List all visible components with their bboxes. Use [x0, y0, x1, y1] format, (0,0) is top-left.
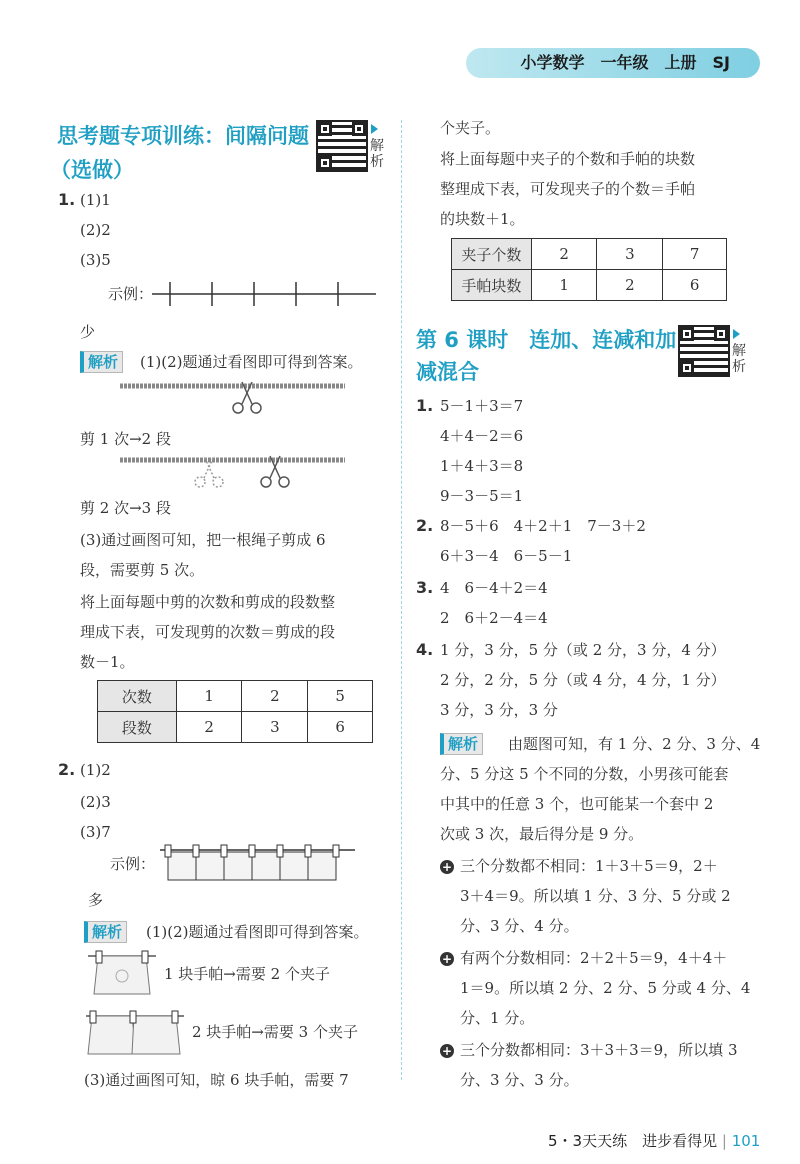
rope-cut-diagram: [150, 278, 380, 310]
qr-code-icon[interactable]: [316, 120, 368, 172]
table-cell: 5: [308, 681, 373, 712]
plus-bullet-icon: +: [441, 1044, 453, 1058]
subject-banner: 小学数学 一年级 上册 SJ: [466, 48, 760, 78]
page-number: 101: [731, 1132, 761, 1150]
answer-line: 2 分，2 分，5 分（或 4 分，4 分，1 分）: [440, 671, 726, 689]
analysis-text: (1)(2)题通过看图即可得到答案。: [140, 353, 363, 371]
case-line: 分、1 分。: [460, 1009, 535, 1027]
table-row: [452, 270, 727, 301]
section-title: 思考题专项训练：间隔问题: [57, 124, 309, 148]
section-title-optional: （选做）: [50, 158, 134, 182]
analysis-text: (1)(2)题通过看图即可得到答案。: [146, 923, 369, 941]
table-cell: 2: [176, 712, 242, 743]
table-header-cell: 夹子个数: [452, 239, 532, 270]
answer-line: (2)3: [80, 793, 111, 811]
table-cell: 3: [242, 712, 308, 743]
play-arrow-icon: [371, 124, 378, 134]
equation-line: 5－1＋3＝7: [440, 397, 524, 415]
equation-line: 4＋4－2＝6: [440, 427, 524, 445]
lesson-title-cont: 减混合: [416, 360, 479, 384]
cut-count-table: [97, 680, 373, 743]
paragraph-line: 数－1。: [80, 653, 135, 671]
question-number: 2.: [416, 516, 434, 535]
table-cell: 1: [176, 681, 242, 712]
table-row: [98, 681, 373, 712]
case-line: 1＝9。所以填 2 分、2 分、5 分或 4 分、4: [460, 979, 751, 997]
scissors-rope-illustration-2: [120, 452, 350, 492]
paragraph-line: 理成下表，可发现剪的次数＝剪成的段: [80, 623, 336, 641]
equation-line: 2 6＋2－4＝4: [440, 609, 548, 627]
table-header-cell: 次数: [98, 681, 177, 712]
paragraph-line: 将上面每题中夹子的个数和手帕的块数: [440, 150, 696, 168]
answer-line: 3 分，3 分，3 分: [440, 701, 558, 719]
table-cell: 6: [308, 712, 373, 743]
question-number: 1.: [58, 190, 76, 209]
play-arrow-icon: [733, 329, 740, 339]
qr-label: 解析: [370, 138, 384, 170]
case-line: + 有两个分数相同：2＋2＋5＝9，4＋4＋: [441, 949, 728, 967]
table-row: [98, 712, 373, 743]
analysis-line: 中其中的任意 3 个，也可能某一个套中 2: [440, 795, 714, 813]
table-cell: 2: [597, 270, 663, 301]
answer-word: 多: [88, 891, 104, 909]
equation-line: 4 6－4＋2＝4: [440, 579, 548, 597]
paragraph-line: (3)通过画图可知，把一根绳子剪成 6: [80, 531, 326, 549]
answer-line: (3)5: [80, 251, 111, 269]
column-divider: [401, 120, 402, 1080]
table-row: [452, 239, 727, 270]
handkerchief-illustration: [88, 950, 158, 1000]
table-cell: 2: [242, 681, 308, 712]
table-cell: 7: [663, 239, 727, 270]
cut-result: 剪 1 次→2 段: [80, 430, 171, 448]
question-number: 3.: [416, 578, 434, 597]
table-cell: 2: [531, 239, 597, 270]
scissors-rope-illustration: [120, 378, 350, 418]
paragraph-line: 整理成下表，可发现夹子的个数＝手帕: [440, 180, 696, 198]
case-line: 分、3 分、3 分。: [460, 1071, 579, 1089]
table-cell: 1: [531, 270, 597, 301]
equation-line: 8－5＋6 4＋2＋1 7－3＋2: [440, 517, 646, 535]
answer-line: (1)1: [80, 191, 111, 209]
question-number: 1.: [416, 396, 434, 415]
case-line: + 三个分数都不相同：1＋3＋5＝9，2＋: [441, 857, 718, 875]
analysis-tag: 解析: [80, 351, 123, 373]
paragraph-line: 段，需要剪 5 次。: [80, 561, 205, 579]
table-header-cell: 段数: [98, 712, 177, 743]
paragraph-line: 将上面每题中剪的次数和剪成的段数整: [80, 593, 336, 611]
footer-brand: 5・3天天练 进步看得见: [548, 1132, 718, 1150]
case-line: 3＋4＝9。所以填 1 分、3 分、5 分或 2: [460, 887, 731, 905]
answer-word: 少: [80, 323, 96, 341]
paragraph-line: 的块数＋1。: [440, 210, 525, 228]
answer-line: (2)2: [80, 221, 111, 239]
question-number: 2.: [58, 760, 76, 779]
answer-line: (1)2: [80, 761, 111, 779]
paragraph-line: (3)通过画图可知，晾 6 块手帕，需要 7: [84, 1071, 349, 1089]
lesson-title: 第 6 课时 连加、连减和加: [416, 328, 677, 352]
analysis-line: 次或 3 次，最后得分是 9 分。: [440, 825, 644, 843]
case-line: 分、3 分、4 分。: [460, 917, 579, 935]
clothesline-diagram: [160, 842, 360, 884]
hanky-rule: 2 块手帕→需要 3 个夹子: [192, 1023, 358, 1041]
qr-code-icon[interactable]: [678, 325, 730, 377]
equation-line: 1＋4＋3＝8: [440, 457, 524, 475]
case-line: + 三个分数都相同：3＋3＋3＝9，所以填 3: [441, 1041, 738, 1059]
answer-line: 1 分，3 分，5 分（或 2 分，3 分，4 分）: [440, 641, 726, 659]
equation-line: 9－3－5＝1: [440, 487, 524, 505]
analysis-tag: 解析: [84, 921, 127, 943]
qr-label: 解析: [732, 343, 746, 375]
table-cell: 3: [597, 239, 663, 270]
example-label: 示例：: [110, 855, 156, 873]
footer: 5・3天天练 进步看得见 | 101: [548, 1132, 761, 1150]
cut-result: 剪 2 次→3 段: [80, 499, 171, 517]
analysis-tag: 解析: [440, 733, 483, 755]
paragraph-line: 个夹子。: [440, 119, 501, 137]
plus-bullet-icon: +: [441, 860, 453, 874]
table-header-cell: 手帕块数: [452, 270, 532, 301]
analysis-line: 分、5 分这 5 个不同的分数，小男孩可能套: [440, 765, 729, 783]
table-cell: 6: [663, 270, 727, 301]
two-handkerchiefs-illustration: [86, 1010, 186, 1060]
clip-count-table: [451, 238, 727, 301]
analysis-line: 由题图可知，有 1 分、2 分、3 分、4: [508, 735, 761, 753]
plus-bullet-icon: +: [441, 952, 453, 966]
answer-line: (3)7: [80, 823, 111, 841]
example-label: 示例：: [108, 285, 154, 303]
question-number: 4.: [416, 640, 434, 659]
hanky-rule: 1 块手帕→需要 2 个夹子: [164, 965, 330, 983]
equation-line: 6＋3－4 6－5－1: [440, 547, 573, 565]
